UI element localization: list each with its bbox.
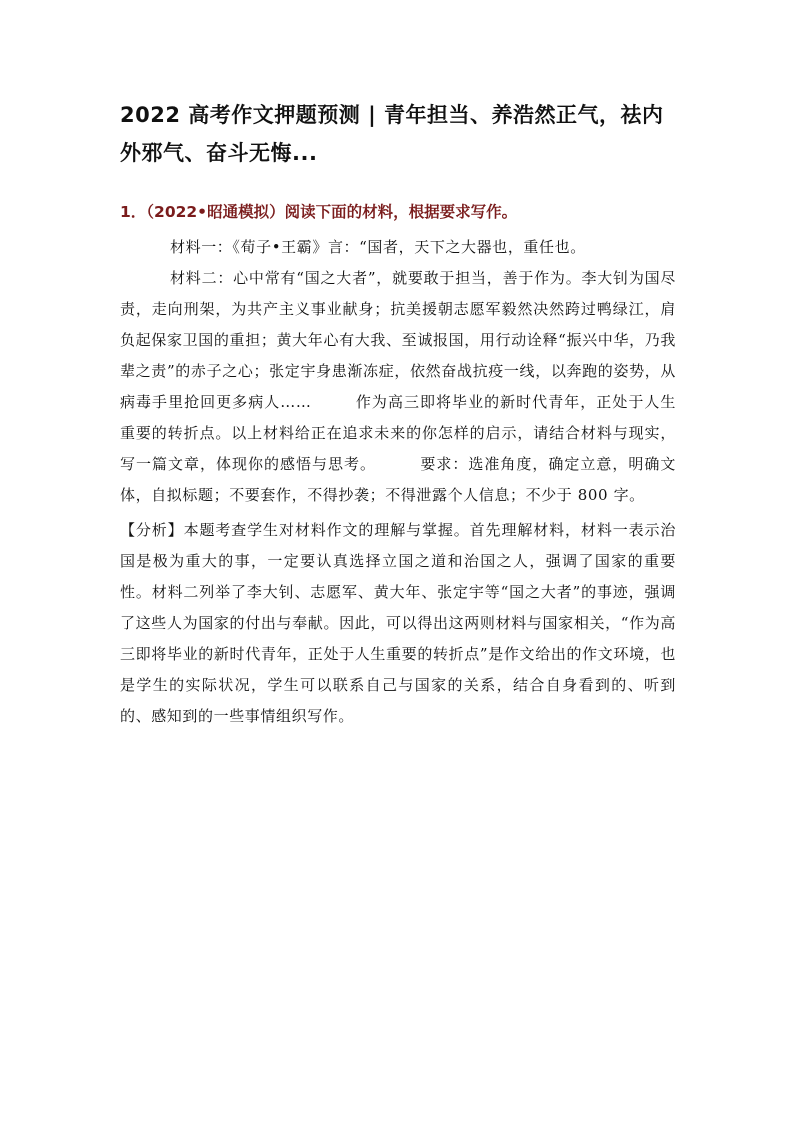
writing-requirements: 要求：选准角度，确定立意，明确文体，自拟标题；不要套作，不得抄袭；不得泄露个人信息；不少于 800 字。 [120, 455, 676, 504]
material-two-paragraph [120, 263, 676, 511]
document-page [120, 96, 676, 732]
writing-prompt: 作为高三即将毕业的新时代青年，正处于人生重要的转折点。以上材料给正在追求未来的你怎样的启示，请结合材料与现实，写一篇文章，体现你的感悟与思考。 [120, 393, 676, 473]
material-one: 材料一：《荀子•王霸》言：“国者，天下之大器也，重任也。 [170, 238, 586, 256]
document-title: 2022 高考作文押题预测 | 青年担当、养浩然正气，祛内外邪气、奋斗无悔... [120, 103, 664, 165]
analysis-paragraph: 【分析】本题考查学生对材料作文的理解与掌握。首先理解材料，材料一表示治国是极为重大的事，一定要认真选择立国之道和治国之人，强调了国家的重要性。材料二列举了李大钊、志愿军、黄大年、张定宇等“国之大者”的事迹，强调了这些人为国家的付出与奉献。因此，可以得出这两则材料与国家相关，“作为高三即将毕业的新时代青年，正处于人生重要的转折点”是作文给出的作文环境，也是学生的实际状况，学生可以联系自己与国家的关系，结合自身看到的、听到的、感知到的一些事情组织写作。 [120, 521, 676, 725]
question-heading: 1．（2022•昭通模拟）阅读下面的材料，根据要求写作。 [120, 203, 518, 221]
material-two: 材料二：心中常有“国之大者”，就要敢于担当，善于作为。李大钊为国尽责，走向刑架，为共产主义事业献身；抗美援朝志愿军毅然决然跨过鸭绿江，肩负起保家卫国的重担；黄大年心有大我、至诚报国，用行动诠释“振兴中华，乃我辈之责”的赤子之心；张定宇身患渐冻症，依然奋战抗疫一线，以奔跑的姿势，从病毒手里抢回更多病人…… [120, 269, 676, 411]
